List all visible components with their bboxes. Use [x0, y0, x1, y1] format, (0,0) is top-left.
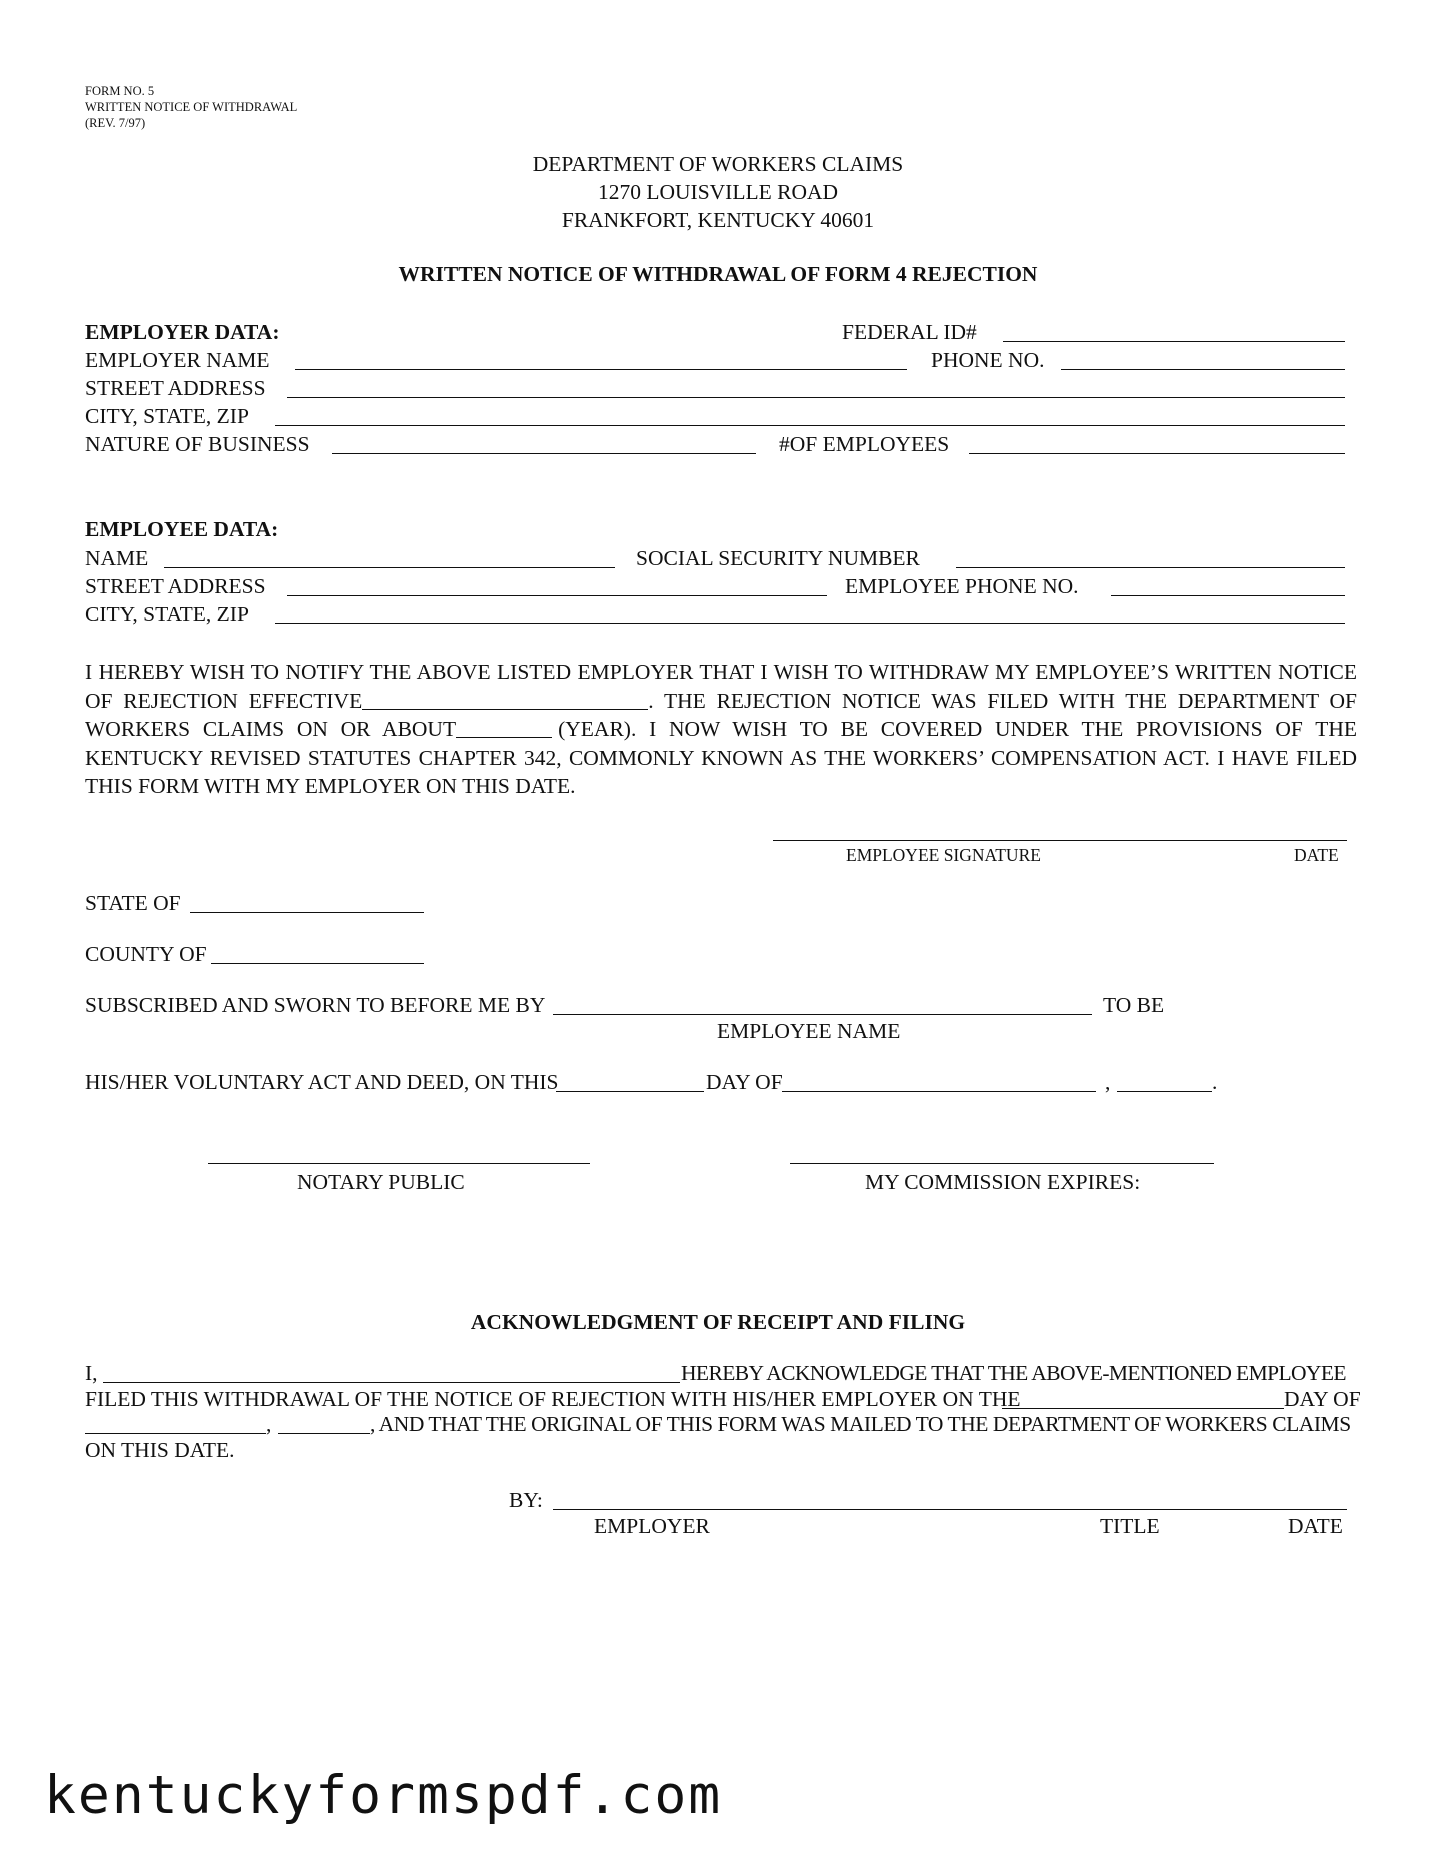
notice-text-1: I HEREBY WISH TO NOTIFY THE ABOVE LISTED EMPLOYER THAT I WISH TO WITHDRAW MY EMPLOYEE’S WRITTEN NOTICE OF REJECTION EFFECTIVE: [85, 660, 1357, 713]
day-of-label: DAY OF: [706, 1070, 783, 1094]
agency-header: [418, 150, 1018, 234]
employee-heading: EMPLOYEE DATA:: [85, 517, 279, 541]
employer-phone-label: PHONE NO.: [931, 348, 1045, 372]
federal-id-label: FEDERAL ID#: [842, 320, 977, 344]
ack-title-label: TITLE: [1100, 1514, 1160, 1538]
num-employees-field[interactable]: [969, 453, 1345, 454]
ssn-field[interactable]: [956, 567, 1345, 568]
ack-filed-label: FILED THIS WITHDRAWAL OF THE NOTICE OF REJECTION WITH HIS/HER EMPLOYER ON THE: [85, 1387, 1021, 1411]
day-of-comma: ,: [1105, 1070, 1111, 1094]
day-field[interactable]: [556, 1091, 704, 1092]
employee-signature-date-label: DATE: [1294, 845, 1339, 865]
commission-expires-label: MY COMMISSION EXPIRES:: [865, 1170, 1141, 1194]
employee-street-field[interactable]: [287, 595, 827, 596]
employee-city-label: CITY, STATE, ZIP: [85, 602, 249, 626]
ssn-label: SOCIAL SECURITY NUMBER: [636, 546, 920, 570]
agency-name: DEPARTMENT OF WORKERS CLAIMS: [532, 152, 904, 176]
sworn-label: SUBSCRIBED AND SWORN TO BEFORE ME BY: [85, 993, 546, 1017]
ack-date-label: DATE: [1288, 1514, 1343, 1538]
employer-phone-field[interactable]: [1061, 369, 1345, 370]
ack-day-of-label: DAY OF: [1284, 1387, 1361, 1411]
ack-name-field[interactable]: [103, 1382, 680, 1383]
employer-street-field[interactable]: [287, 397, 1345, 398]
num-employees-label: #OF EMPLOYEES: [779, 432, 950, 456]
notary-public-label: NOTARY PUBLIC: [297, 1170, 465, 1194]
filed-year-field[interactable]: [456, 717, 552, 738]
notice-text-2: . THE REJECTION NOTICE WAS FILED WITH THE DEPARTMENT OF WORKERS CLAIMS ON OR ABOUT: [85, 688, 1357, 741]
county-of-field[interactable]: [211, 963, 424, 964]
ack-on-date-label: ON THIS DATE.: [85, 1438, 235, 1462]
agency-street: 1270 LOUISVILLE ROAD: [597, 180, 839, 204]
to-be-label: TO BE: [1103, 993, 1165, 1017]
watermark-text: kentuckyformspdf.com: [44, 1765, 723, 1826]
employer-name-label: EMPLOYER NAME: [85, 348, 270, 372]
voluntary-act-label: HIS/HER VOLUNTARY ACT AND DEED, ON THIS: [85, 1070, 559, 1094]
ack-mailed-label: , AND THAT THE ORIGINAL OF THIS FORM WAS MAILED TO THE DEPARTMENT OF WORKERS CLAIMS: [370, 1412, 1351, 1436]
day-of-period: .: [1212, 1070, 1218, 1094]
employee-city-field[interactable]: [275, 623, 1345, 624]
year-field[interactable]: [1117, 1091, 1212, 1092]
state-of-field[interactable]: [190, 912, 424, 913]
form-number: FORM NO. 5: [85, 84, 155, 98]
state-of-label: STATE OF: [85, 891, 181, 915]
agency-city: FRANKFORT, KENTUCKY 40601: [561, 208, 875, 232]
ack-i-label: I,: [85, 1361, 98, 1385]
commission-expires-field[interactable]: [790, 1163, 1214, 1164]
employer-name-field[interactable]: [295, 369, 907, 370]
employee-signature-label: EMPLOYEE SIGNATURE: [846, 845, 1041, 865]
form-revision: (REV. 7/97): [85, 116, 146, 130]
federal-id-field[interactable]: [1003, 341, 1345, 342]
form-id: [85, 83, 297, 131]
county-of-label: COUNTY OF: [85, 942, 207, 966]
ack-month-field[interactable]: [85, 1433, 266, 1434]
form-title: WRITTEN NOTICE OF WITHDRAWAL OF FORM 4 REJECTION: [398, 262, 1038, 286]
employer-street-label: STREET ADDRESS: [85, 376, 266, 400]
nature-of-business-label: NATURE OF BUSINESS: [85, 432, 310, 456]
employee-street-label: STREET ADDRESS: [85, 574, 266, 598]
notary-public-signature-field[interactable]: [208, 1163, 590, 1164]
employee-signature-field[interactable]: [773, 840, 1347, 841]
month-field[interactable]: [782, 1091, 1096, 1092]
ack-employer-signature-field[interactable]: [553, 1509, 1347, 1510]
ack-day-field[interactable]: [1002, 1408, 1284, 1409]
rejection-effective-field[interactable]: [362, 689, 648, 710]
employee-phone-field[interactable]: [1111, 595, 1345, 596]
notice-text-3: (YEAR). I NOW WISH TO BE COVERED UNDER THE PROVISIONS OF THE KENTUCKY REVISED STATUTES CHAPTER 342, COMMONLY KNOWN AS THE WORKERS’ COMPENSATION ACT. I HAVE FILED THIS FORM WITH MY EMPLOYER ON THIS DATE.: [85, 717, 1357, 798]
ack-employer-label: EMPLOYER: [594, 1514, 710, 1538]
acknowledgment-title: ACKNOWLEDGMENT OF RECEIPT AND FILING: [470, 1310, 966, 1334]
form-name: WRITTEN NOTICE OF WITHDRAWAL: [85, 100, 298, 114]
notice-paragraph: [85, 658, 1357, 801]
ack-comma: ,: [266, 1412, 272, 1436]
employer-heading: EMPLOYER DATA:: [85, 320, 280, 344]
employer-city-label: CITY, STATE, ZIP: [85, 404, 249, 428]
nature-of-business-field[interactable]: [332, 453, 756, 454]
employee-name-label: NAME: [85, 546, 149, 570]
employee-name-caption: EMPLOYEE NAME: [717, 1019, 901, 1043]
employee-phone-label: EMPLOYEE PHONE NO.: [845, 574, 1079, 598]
employee-name-field[interactable]: [164, 567, 615, 568]
ack-year-field[interactable]: [278, 1433, 370, 1434]
employer-city-field[interactable]: [275, 425, 1345, 426]
ack-by-label: BY:: [509, 1488, 543, 1512]
ack-hereby-label: HEREBY ACKNOWLEDGE THAT THE ABOVE-MENTIONED EMPLOYEE: [681, 1361, 1346, 1385]
sworn-employee-name-field[interactable]: [553, 1014, 1092, 1015]
